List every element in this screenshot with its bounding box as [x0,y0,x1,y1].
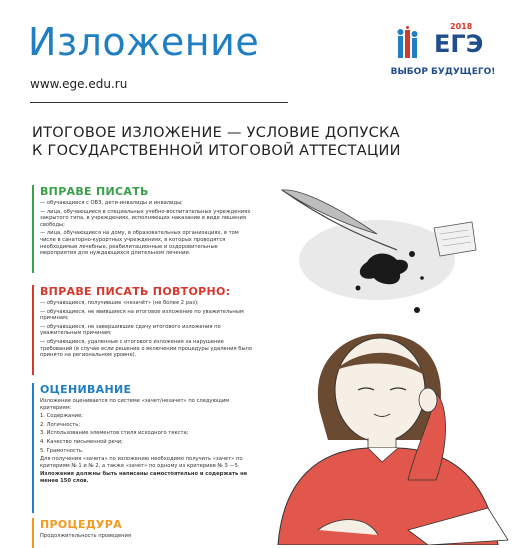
section-item: Изложение оценивается по системе «зачет/незачет» по следующим критериям: [40,398,230,411]
headline [32,124,472,160]
section-retake [32,285,254,375]
logo-slogan: ВЫБОР БУДУЩЕГО! [390,67,496,77]
student-writing-illustration [258,330,518,545]
section-item: 5. Грамотность. [40,447,84,454]
section-procedure [32,518,254,548]
section-title: ВПРАВЕ ПИСАТЬ [40,185,149,198]
section-item: — обучающиеся с ОВЗ, дети-инвалиды и инвалиды; [40,200,183,206]
website-link[interactable]: www.ege.edu.ru [30,77,128,91]
quill-ink-illustration [262,170,492,320]
section-item: 1. Содержание; [40,413,84,420]
section-item: 4. Качество письменной речи; [40,438,123,445]
section-title: ПРОЦЕДУРА [40,518,122,531]
headline-line-2: К ГОСУДАРСТВЕННОЙ ИТОГОВОЙ АТТЕСТАЦИИ [32,143,401,159]
section-accent-bar [32,518,34,548]
section-title: ОЦЕНИВАНИЕ [40,383,132,396]
section-item: Продолжительность проведения [40,533,131,539]
section-accent-bar [32,185,34,273]
section-item: — обучающиеся, получившие «незачёт» (не более 2 раз); [40,300,199,306]
section-accent-bar [32,383,34,513]
section-item: — лица, обучающиеся на дому, в образовательных организациях, в том числе в санаторно-курортных учреждениях, в которых проводятся необходимые лечебные, реабилитационные и оздоровительные мероприятия для нуждающихся длительном лечении. [40,230,239,257]
page-title: Изложение [28,20,260,64]
section-accent-bar [32,285,34,375]
section-item: 3. Использование элементов стиля исходного текста; [40,430,189,437]
section-item: — обучающиеся, не явившиеся на итоговое изложение по уважительным причинам; [40,308,244,322]
section-item: — лица, обучающиеся в специальных учебно-воспитательных учреждениях закрытого типа, в учреждениях, исполняющих наказание в виде лишения свободы; [40,208,251,228]
section-title: ВПРАВЕ ПИСАТЬ ПОВТОРНО: [40,285,231,298]
section-eligible [32,185,254,273]
headline-line-1: ИТОГОВОЕ ИЗЛОЖЕНИЕ — УСЛОВИЕ ДОПУСКА [32,125,400,141]
ege-logo-icon [396,26,436,62]
header-divider [30,102,288,103]
section-item: — обучающиеся, удаленные с итогового изложения за нарушение требований (в случае если решение о включении процедуры удаления было принято на региональном уровне). [40,338,253,359]
section-item: Изложения должны быть написаны самостоятельно и содержать не менее 150 слов. [40,471,248,484]
logo-brand: ЕГЭ [434,30,484,58]
section-item: 2. Логичность; [40,421,81,428]
section-item: — обучающиеся, не завершившие сдачу итогового изложения по уважительным причинам; [40,323,221,337]
section-grading [32,383,254,513]
logo-year: 2018 [450,22,473,31]
section-item: Для получения «зачета» по изложению необходимо получить «зачет» по критериям № 1 и № 2, а также «зачет» по одному из критериев № 3 —5. [40,456,243,469]
